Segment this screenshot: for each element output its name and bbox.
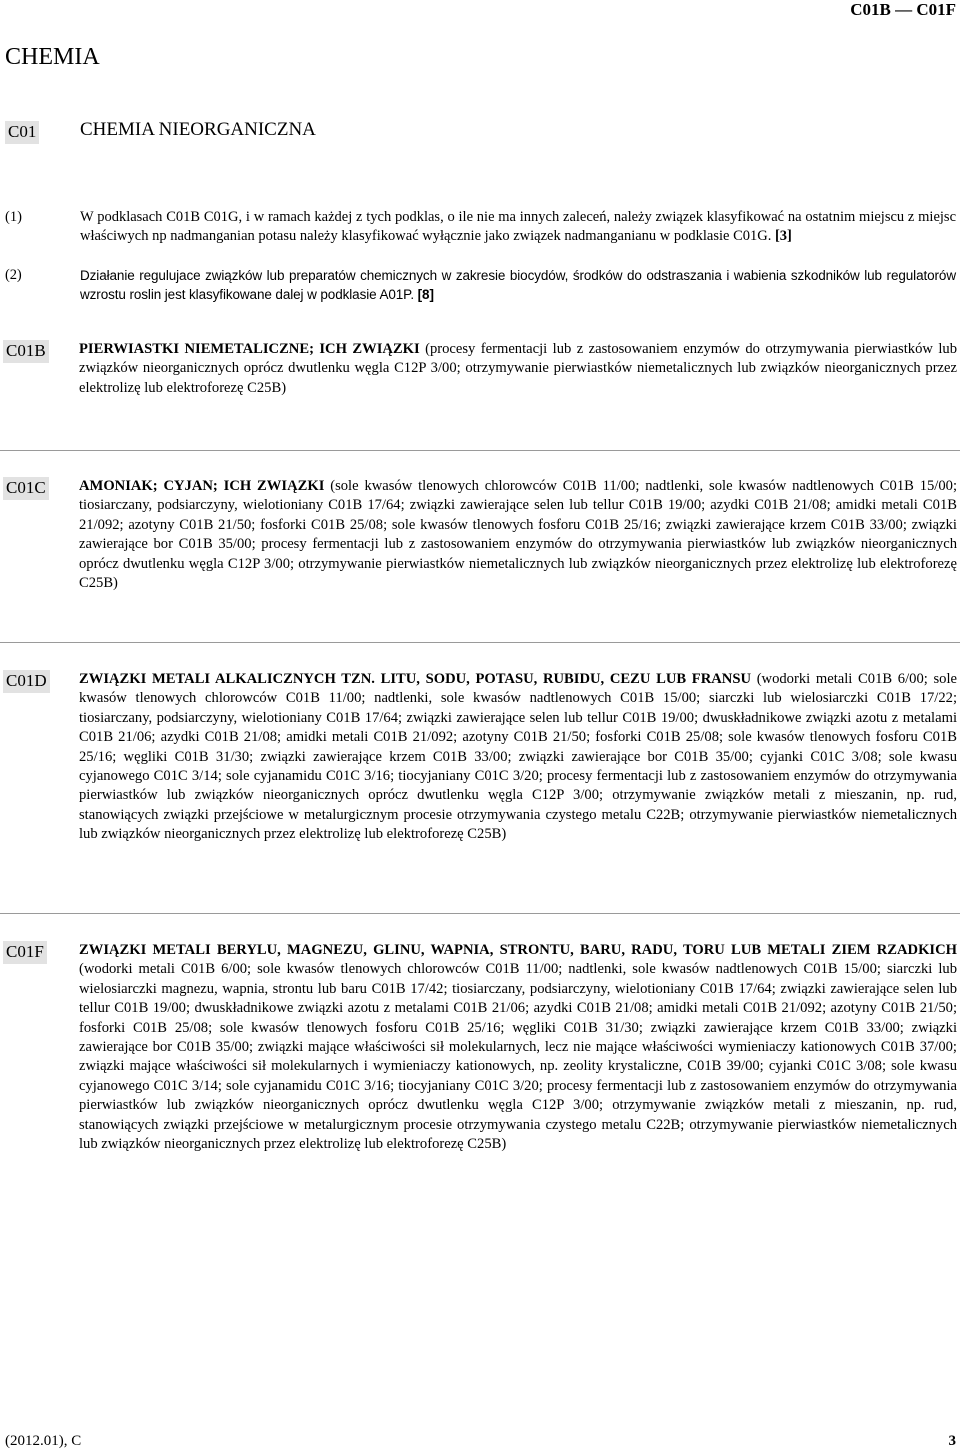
- page-number: 3: [948, 1433, 956, 1449]
- subclass-heading: ZWIĄZKI METALI ALKALICZNYCH TZN. LITU, SODU, POTASU, RUBIDU, CEZU LUB FRANSU: [79, 671, 751, 687]
- subclass-entry-c01b: [0, 340, 957, 410]
- subclass-description: ZWIĄZKI METALI ALKALICZNYCH TZN. LITU, SODU, POTASU, RUBIDU, CEZU LUB FRANSU (wodorki metali C01B 6/00; sole kwasów tlenowych chlorowców C01B 11/00; nadtlenki, sole kwasów nadtlenowych C01B 15/00; siarczki lub wielosiarczki C01B 17/22; tiosiarczany, podsiarczyny, wielotioniany C01B 17/64; związki zawierające selen lub tellur C01B 19/00; dwuskładnikowe związki azotu z metalami C01B 21/06; azydki C01B 21/08; amidki metali C01B 21/092; azotyny C01B 21/50; fosforki C01B 25/08; sole kwasów tlenowych fosforu C01B 25/16; węgliki C01B 31/30; związki zawierające krzem C01B 33/00; związki zawierające bor C01B 35/00; cyjanki C01C 3/08; sole kwasu cyjanowego C01C 3/14; sole cyjanamidu C01C 3/16; tiocyjaniany C01C 3/20; procesy fermentacji lub z zastosowaniem enzymów do otrzymywania pierwiastków lub związków nieorganicznych oprócz dwutlenku węgla C12P 3/00; otrzymywanie związków metali z mieszanin, np. rud, stanowiących związki przejściowe w metalurgicznym procesie otrzymywania czystego metalu C22B; otrzymywanie pierwiastków niemetalicznych lub związków nieorganicznych przez elektrolizę lub elektroforezę C25B): [79, 671, 957, 843]
- subclass-code: C01B: [3, 340, 49, 363]
- section-title: CHEMIA: [5, 44, 100, 70]
- subclass-code: C01D: [3, 670, 50, 693]
- note-reference: [8]: [417, 287, 434, 302]
- note-1: [5, 208, 956, 248]
- note-number: (2): [5, 267, 22, 283]
- subclass-description: PIERWIASTKI NIEMETALICZNE; ICH ZWIĄZKI (procesy fermentacji lub z zastosowaniem enzymów do otrzymywania pierwiastków lub związków nieorganicznych oprócz dwutlenku węgla C12P 3/00; otrzymywanie pierwiastków niemetalicznych lub związków nieorganicznych przez elektrolizę lub elektroforezę C25B): [79, 341, 958, 396]
- divider: [0, 642, 960, 643]
- note-number: (1): [5, 209, 22, 225]
- class-range-header: C01B — C01F: [850, 0, 956, 19]
- class-code: C01: [5, 121, 39, 144]
- subclass-heading: AMONIAK; CYJAN; ICH ZWIĄZKI: [79, 478, 325, 494]
- class-title: CHEMIA NIEORGANICZNA: [80, 119, 316, 140]
- subclass-code: C01F: [3, 941, 47, 964]
- subclass-entry-c01f: [0, 941, 957, 1181]
- note-2: [5, 266, 956, 306]
- note-reference: [3]: [774, 228, 792, 244]
- subclass-entry-c01d: [0, 670, 957, 870]
- subclass-heading: PIERWIASTKI NIEMETALICZNE; ICH ZWIĄZKI: [79, 341, 420, 357]
- edition-label: (2012.01), C: [5, 1433, 82, 1449]
- subclass-entry-c01c: [0, 477, 957, 597]
- subclass-code: C01C: [3, 477, 49, 500]
- subclass-description: AMONIAK; CYJAN; ICH ZWIĄZKI (sole kwasów tlenowych chlorowców C01B 11/00; nadtlenki, sole kwasów nadtlenowych C01B 15/00; tiosiarczany, podsiarczyny, wielotioniany C01B 17/64; związki zawierające selen lub tellur C01B 19/00; azydki C01B 21/08; amidki metali C01B 21/092; azotyny C01B 21/50; fosforki C01B 25/08; sole kwasów tlenowych fosforu C01B 25/16; związki zawierające krzem C01B 33/00; związki zawierające bor C01B 35/00; procesy fermentacji lub z zastosowaniem enzymów do otrzymywania pierwiastków lub związków nieorganicznych oprócz dwutlenku węgla C12P 3/00; otrzymywanie pierwiastków niemetalicznych lub związków nieorganicznych przez elektrolizę lub elektroforezę C25B): [79, 478, 957, 592]
- note-text: Działanie regulujace związków lub preparatów chemicznych w zakresie biocydów, środków do odstraszania i wabienia szkodników lub regulatorów wzrostu roslin jest klasyfikowane dalej w podklasie A01P. [8]: [80, 268, 956, 302]
- note-text: W podklasach C01B C01G, i w ramach każdej z tych podklas, o ile nie ma innych zaleceń, należy związek klasyfikować na ostatnim miejscu z miejsc właściwych np nadmanganian potasu należy klasyfikować wyłącznie jako związek nadmanganianu w podklasie C01G. [3]: [80, 209, 956, 244]
- divider: [0, 913, 960, 914]
- divider: [0, 450, 960, 451]
- subclass-heading: ZWIĄZKI METALI BERYLU, MAGNEZU, GLINU, WAPNIA, STRONTU, BARU, RADU, TORU LUB METALI ZIEM RZADKICH: [79, 942, 957, 958]
- subclass-description: ZWIĄZKI METALI BERYLU, MAGNEZU, GLINU, WAPNIA, STRONTU, BARU, RADU, TORU LUB METALI ZIEM RZADKICH (wodorki metali C01B 6/00; sole kwasów tlenowych chlorowców C01B 11/00; nadtlenki, sole kwasów nadtlenowych C01B 15/00; siarczki lub wielosiarczki magnezu, wapnia, strontu lub baru C01B 17/42; tiosiarczany, podsiarczyny, wielotioniany C01B 17/64; związki zawierające selen lub tellur C01B 19/00; dwuskładnikowe związki azotu z metalami C01B 21/06; azydki C01B 21/08; amidki metali C01B 21/092; azotyny C01B 21/50; fosforki C01B 25/08; sole kwasów tlenowych fosforu C01B 25/16; węgliki C01B 31/30; związki zawierające krzem C01B 33/00; związki zawierające bor C01B 35/00; związki mające właściwości sił molekularnych, lecz nie mające właściwości wymieniaczy kationowych C01B 37/00; związki mające właściwości sił molekularnych i wymieniaczy kationowych, np. zeolity krystaliczne, C01B 39/00; cyjanki C01C 3/08; sole kwasu cyjanowego C01C 3/14; sole cyjanamidu C01C 3/16; tiocyjaniany C01C 3/20; procesy fermentacji lub z zastosowaniem enzymów do otrzymywania pierwiastków lub związków nieorganicznych oprócz dwutlenku węgla C12P 3/00; otrzymywanie związków metali z mieszanin, np. rud, stanowiących związki przejściowe w metalurgicznym procesie otrzymywania czystego metalu C22B; otrzymywanie pierwiastków niemetalicznych lub związków nieorganicznych przez elektrolizę lub elektroforezę C25B): [79, 942, 957, 1153]
